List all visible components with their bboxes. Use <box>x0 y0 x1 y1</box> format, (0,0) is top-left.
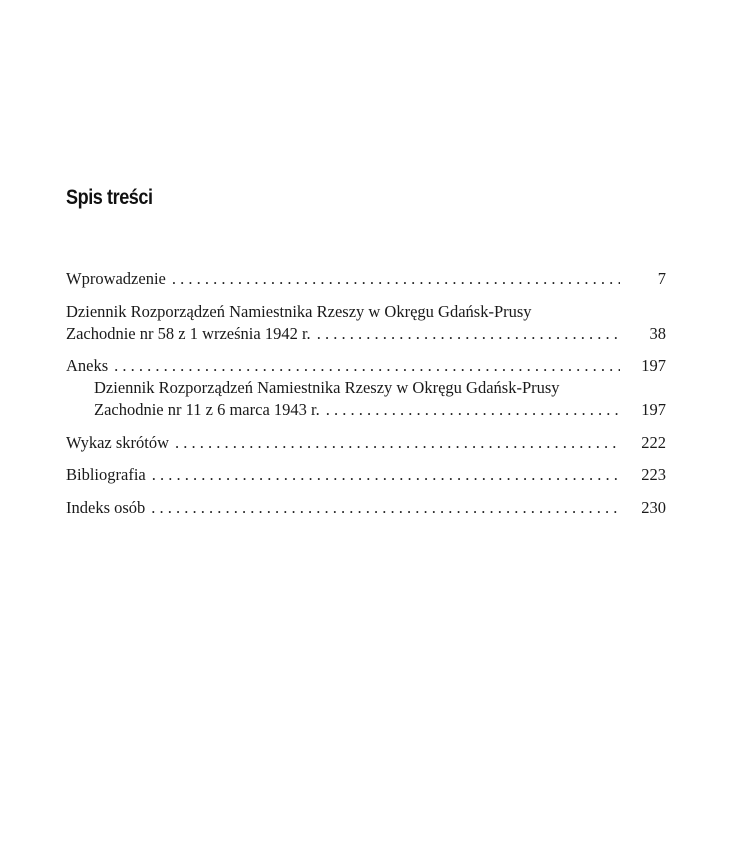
dot-leader <box>114 355 620 377</box>
toc-entry-title: Aneks <box>66 356 109 375</box>
dot-leader <box>172 268 620 290</box>
toc-page-number: 223 <box>641 465 666 484</box>
toc-line <box>66 301 666 323</box>
toc-line <box>66 355 666 377</box>
toc-page-number: 38 <box>649 323 666 343</box>
toc-entry-title: Bibliografia <box>66 465 146 484</box>
toc-line <box>66 432 666 454</box>
dot-leader <box>317 323 620 345</box>
toc-heading: Spis treści <box>66 186 153 209</box>
toc-line <box>94 399 666 421</box>
toc-subentry-dziennik-11 <box>66 377 666 421</box>
toc-entry-wykaz-skrotow <box>66 432 666 454</box>
toc-entry-bibliografia <box>66 464 666 486</box>
toc-line <box>66 497 666 519</box>
toc-entry-title-continued: Zachodnie nr 58 z 1 września 1942 r. <box>66 323 311 343</box>
toc-page-number: 7 <box>657 269 666 288</box>
toc-entry-dziennik-58 <box>66 301 666 345</box>
toc-entry-indeks-osob <box>66 497 666 519</box>
dot-leader <box>326 399 620 421</box>
toc-page-number: 230 <box>641 497 666 517</box>
toc-page-number: 197 <box>641 356 666 375</box>
toc-entry-title: Dziennik Rozporządzeń Namiestnika Rzeszy w Okręgu Gdańsk-Prusy <box>66 301 532 321</box>
table-of-contents <box>66 268 666 529</box>
toc-entry-title: Indeks osób <box>66 497 146 517</box>
toc-page-number: 197 <box>641 400 666 419</box>
toc-entry-title: Wprowadzenie <box>66 269 166 288</box>
toc-subentry-title: Dziennik Rozporządzeń Namiestnika Rzeszy w Okręgu Gdańsk-Prusy <box>94 378 560 397</box>
toc-entry-aneks <box>66 355 666 421</box>
toc-line <box>66 323 666 345</box>
dot-leader <box>175 432 620 454</box>
dot-leader <box>151 497 620 519</box>
toc-entry-title: Wykaz skrótów <box>66 432 170 452</box>
toc-page-number: 222 <box>641 432 666 452</box>
toc-line <box>66 268 666 290</box>
toc-line <box>94 377 666 399</box>
dot-leader <box>152 464 620 486</box>
toc-subentry-title-continued: Zachodnie nr 11 z 6 marca 1943 r. <box>94 400 320 419</box>
toc-entry-wprowadzenie <box>66 268 666 290</box>
toc-line <box>66 464 666 486</box>
